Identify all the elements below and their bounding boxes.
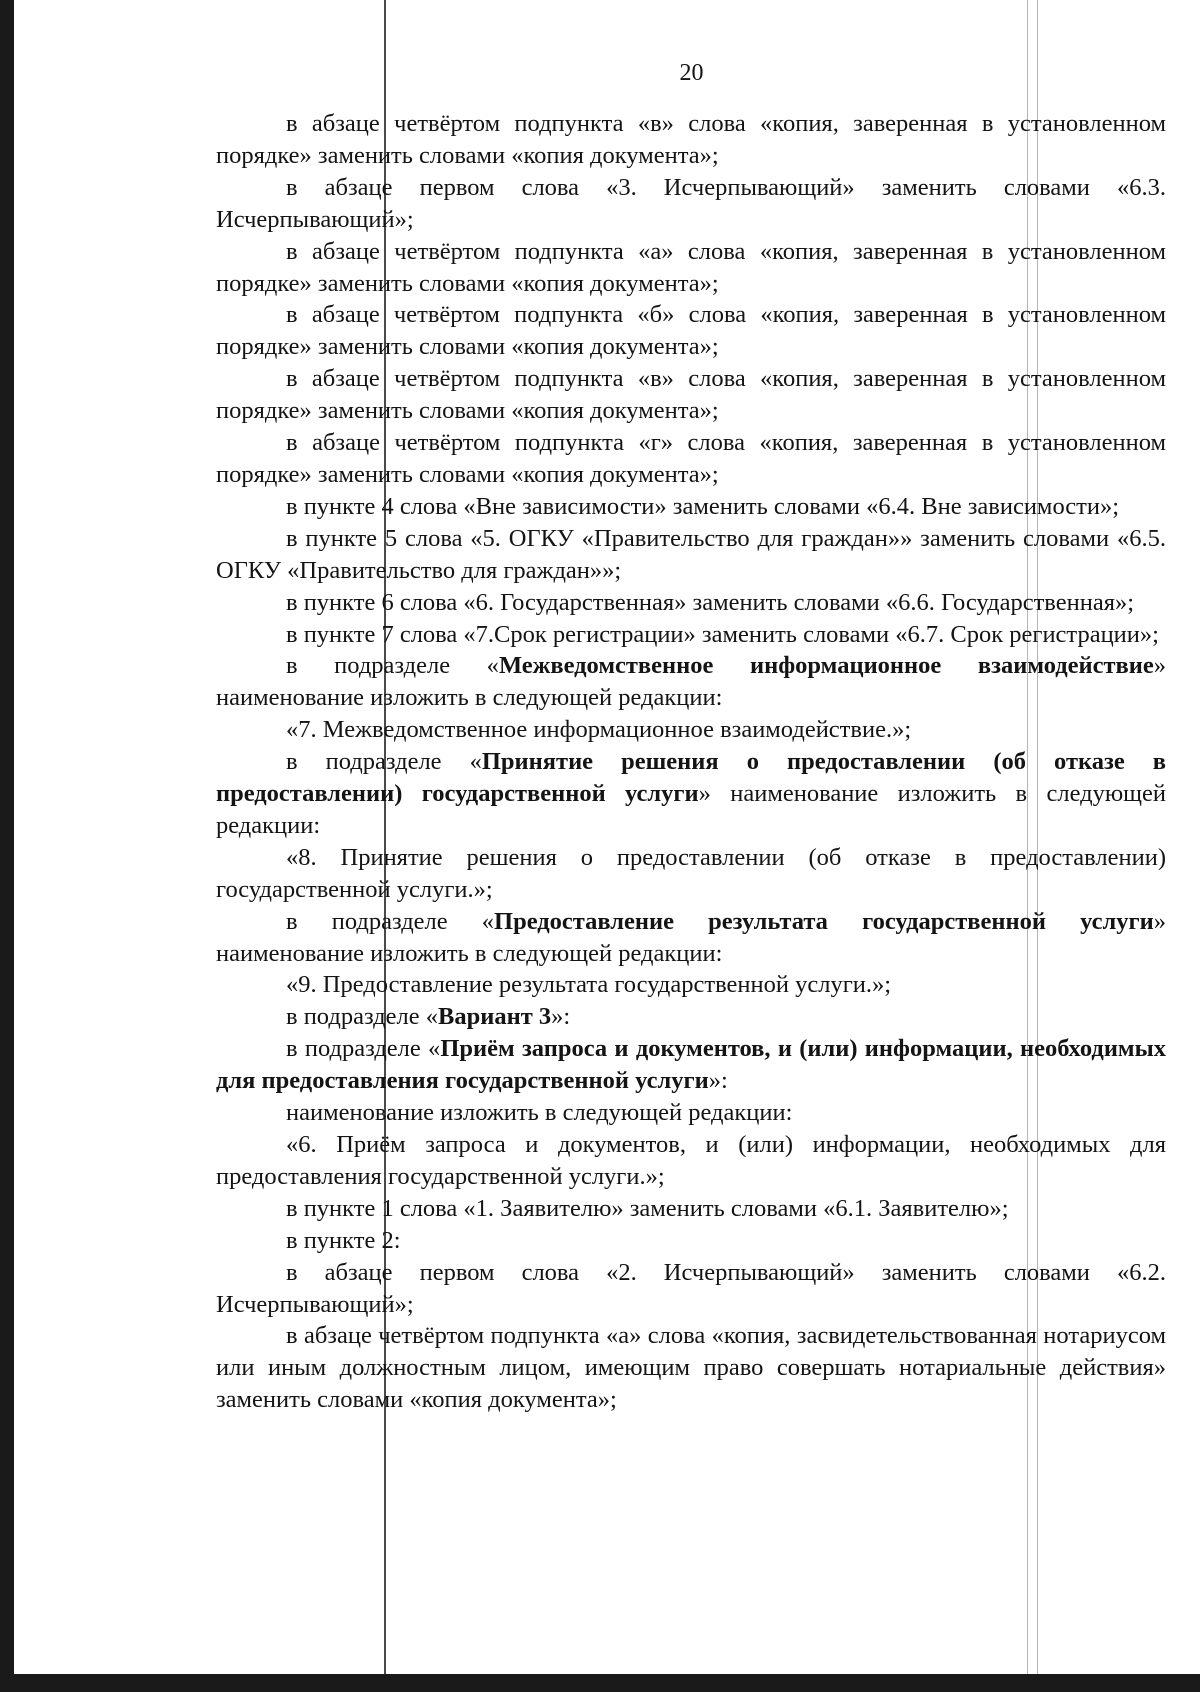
scan-border-left — [0, 0, 14, 1692]
paragraph: в абзаце четвёртом подпункта «а» слова «копия, заверенная в установленном порядке» заменить словами «копия документа»; — [216, 237, 1166, 297]
paragraph: наименование изложить в следующей редакции: — [286, 1099, 793, 1127]
subsection-title: Приём запроса и документов, и (или) информации, необходимых для предоставления государственной услуги — [216, 1035, 1167, 1095]
paragraph-text: » наименование изложить в следующей редакции: — [216, 907, 1166, 967]
paragraph-text: в подразделе « — [286, 652, 499, 680]
paragraph: в абзаце первом слова «3. Исчерпывающий» заменить словами «6.3. Исчерпывающий»; — [216, 173, 1166, 233]
paragraph: в пункте 1 слова «1. Заявителю» заменить словами «6.1. Заявителю»; — [286, 1194, 1009, 1222]
quoted-heading: «6. Приём запроса и документов, и (или) информации, необходимых для предоставления государственной услуги.»; — [216, 1131, 1166, 1190]
subsection-title: Межведомственное информационное взаимодействие — [498, 652, 1154, 680]
paragraph-text: в подразделе « — [286, 1003, 438, 1031]
document-body — [216, 108, 1166, 1416]
subsection-interagency-paragraph — [216, 650, 1166, 714]
paragraph: в пункте 7 слова «7.Срок регистрации» заменить словами «6.7. Срок регистрации»; — [286, 620, 1159, 648]
subsection-reception-paragraph — [216, 1033, 1166, 1097]
paragraph: в абзаце четвёртом подпункта «а» слова «копия, засвидетельствованная нотариусом или иным должностным лицом, имеющим право совершать нотариальные действия» заменить словами «копия документа»; — [216, 1322, 1166, 1414]
paragraph-text: »: — [551, 1003, 571, 1031]
paragraph: в пункте 5 слова «5. ОГКУ «Правительство для граждан»» заменить словами «6.5. ОГКУ «Правительство для граждан»»; — [216, 524, 1166, 584]
page-number: 20 — [679, 60, 704, 86]
subsection-result-paragraph — [216, 906, 1166, 970]
subsection-title: Вариант 3 — [438, 1003, 552, 1031]
paragraph-text: » наименование изложить в следующей редакции: — [216, 780, 1166, 839]
subsection-title: Принятие решения о предоставлении (об отказе в предоставлении) государственной услуги — [216, 748, 1167, 808]
subsection-title: Предоставление результата государственной услуги — [494, 907, 1154, 935]
paragraph: в пункте 2: — [286, 1226, 401, 1254]
paragraph: в абзаце четвёртом подпункта «г» слова «копия, заверенная в установленном порядке» заменить словами «копия документа»; — [216, 429, 1166, 488]
paragraph: в абзаце четвёртом подпункта «в» слова «копия, заверенная в установленном порядке» заменить словами «копия документа»; — [216, 110, 1166, 169]
paragraph-text: в подразделе « — [286, 1035, 441, 1063]
quoted-heading: «7. Межведомственное информационное взаимодействие.»; — [286, 716, 912, 744]
paragraph: в абзаце четвёртом подпункта «б» слова «копия, заверенная в установленном порядке» заменить словами «копия документа»; — [216, 301, 1166, 361]
paragraph-text: в подразделе « — [286, 748, 482, 776]
quoted-heading: «8. Принятие решения о предоставлении (об отказе в предоставлении) государственной услуги.»; — [216, 843, 1166, 903]
subsection-variant-paragraph — [216, 1001, 1166, 1033]
paragraph: в пункте 4 слова «Вне зависимости» заменить словами «6.4. Вне зависимости»; — [286, 492, 1120, 520]
paragraph-text: » наименование изложить в следующей редакции: — [216, 652, 1166, 712]
subsection-decision-paragraph — [216, 746, 1166, 842]
quoted-heading: «9. Предоставление результата государственной услуги.»; — [286, 971, 892, 999]
paragraph: в пункте 6 слова «6. Государственная» заменить словами «6.6. Государственная»; — [286, 588, 1135, 616]
paragraph-text: »: — [708, 1067, 728, 1095]
paragraph: в абзаце четвёртом подпункта «в» слова «копия, заверенная в установленном порядке» заменить словами «копия документа»; — [216, 365, 1166, 425]
paragraph: в абзаце первом слова «2. Исчерпывающий» заменить словами «6.2. Исчерпывающий»; — [216, 1258, 1166, 1318]
scan-border-bottom — [0, 1674, 1200, 1692]
paragraph-text: в подразделе « — [286, 907, 495, 935]
